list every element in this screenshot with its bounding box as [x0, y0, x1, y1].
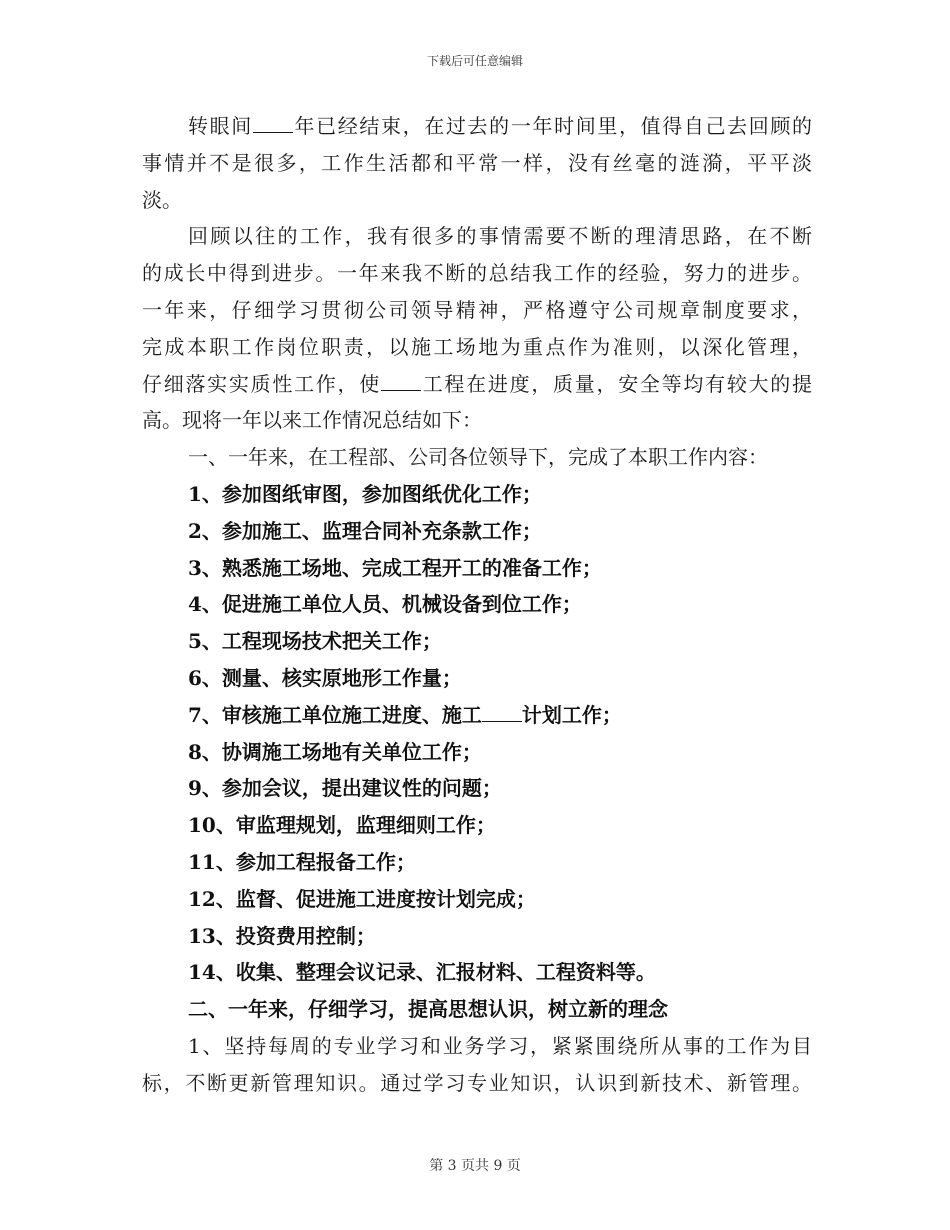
intro-text: 年已经结束，在过去的一年时间里，值得自己去回顾的 [292, 114, 813, 138]
intro-paragraph-line: 淡。 [142, 187, 182, 212]
fill-in-blank [482, 699, 522, 722]
fill-in-blank [253, 110, 293, 133]
fill-in-blank [381, 368, 421, 391]
review-paragraph-line [142, 366, 812, 403]
section2-paragraph-line: 标，不断更新管理知识。通过学习专业知识，认识到新技术、新管理。 [142, 1070, 812, 1095]
list-item-text: 计划工作； [521, 702, 622, 727]
list-item: 12、监督、促进施工进度按计划完成； [188, 886, 536, 911]
section2-heading: 二、一年来，仔细学习，提高思想认识，树立新的理念 [188, 997, 668, 1022]
section1-heading: 一、一年来，在工程部、公司各位领导下，完成了本职工作内容： [188, 445, 768, 470]
list-item: 5、工程现场技术把关工作； [188, 629, 442, 654]
review-paragraph-line: 完成本职工作岗位职责，以施工场地为重点作为准则，以深化管理， [142, 334, 812, 359]
list-item: 8、协调施工场地有关单位工作； [188, 739, 482, 764]
review-paragraph-line: 回顾以往的工作，我有很多的事情需要不断的理清思路，在不断 [188, 224, 812, 249]
intro-text: 转眼间 [188, 114, 253, 138]
list-item: 11、参加工程报备工作； [188, 849, 416, 874]
review-text: 工程在进度，质量，安全等均有较大的提 [420, 371, 813, 396]
list-item: 14、收集、整理会议记录、汇报材料、工程资料等。 [188, 960, 656, 985]
list-item: 2、参加施工、监理合同补充条款工作； [188, 518, 542, 543]
list-item: 13、投资费用控制； [188, 923, 376, 948]
intro-paragraph-line [142, 108, 812, 145]
list-item: 6、测量、核实原地形工作量； [188, 665, 462, 690]
list-item-text: 7、审核施工单位施工进度、施工 [188, 702, 482, 727]
list-item: 1、参加图纸审图，参加图纸优化工作； [188, 481, 542, 506]
list-item: 4、促进施工单位人员、机械设备到位工作； [188, 592, 582, 617]
intro-paragraph-line: 事情并不是很多，工作生活都和平常一样，没有丝毫的涟漪，平平淡 [142, 150, 812, 175]
list-item: 10、审监理规划，监理细则工作； [188, 813, 496, 838]
document-body [142, 108, 812, 1102]
review-paragraph-line: 的成长中得到进步。一年来我不断的总结我工作的经验，努力的进步。 [142, 261, 812, 286]
section2-paragraph-line: 1、坚持每周的专业学习和业务学习，紧紧围绕所从事的工作为目 [188, 1033, 812, 1058]
review-text: 仔细落实实质性工作，使 [142, 371, 381, 396]
list-item: 9、参加会议，提出建议性的问题； [188, 776, 502, 801]
page-footer: 第 3 页共 9 页 [429, 1158, 521, 1174]
list-item: 3、熟悉施工场地、完成工程开工的准备工作； [188, 555, 602, 580]
page-header: 下载后可任意编辑 [426, 54, 523, 68]
review-paragraph-line: 高。现将一年以来工作情况总结如下： [142, 408, 482, 433]
list-item [142, 697, 812, 734]
review-paragraph-line: 一年来，仔细学习贯彻公司领导精神，严格遵守公司规章制度要求， [142, 297, 812, 322]
